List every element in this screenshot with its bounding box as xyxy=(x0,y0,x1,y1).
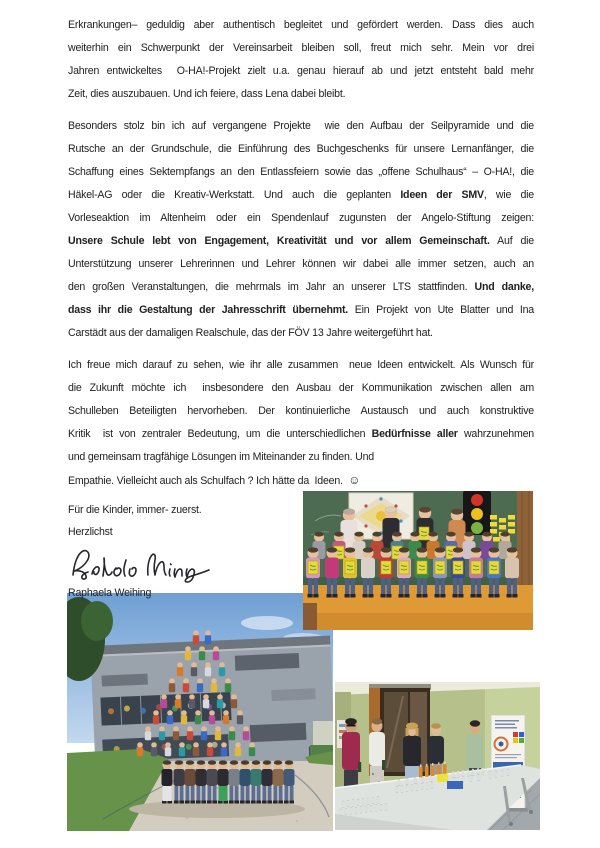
text-segment: Ein Projekt von Ute Blatter und Ina xyxy=(348,304,534,316)
text-segment: , wie die xyxy=(483,189,534,201)
text-segment: dass ihr die Gestaltung der Jahresschrift übernehmt. xyxy=(68,304,349,316)
text-segment: Schulleben Beteiligten hervorheben. Der kontinuierliche Austausch und auch konstruktive xyxy=(68,405,534,417)
letter-text xyxy=(68,14,534,603)
text-segment: Zeit, dies auszubauen. Und ich feiere, dass Lena dabei bleibt. xyxy=(68,88,346,100)
text-line xyxy=(68,253,534,276)
text-segment: Besonders stolz bin ich auf vergangene Projekte wie den Aufbau der Seilpyramide und die xyxy=(68,120,534,132)
text-segment: Ideen der SMV xyxy=(400,189,484,201)
text-segment: Unsere Schule lebt von Engagement, Kreativität und vor allem Gemeinschaft. xyxy=(68,235,490,247)
text-segment: Erkrankungen– geduldig aber authentisch begleitet und gefördert werden. Dass dies auch xyxy=(68,19,534,31)
text-segment: wahrzunehmen xyxy=(457,428,534,440)
paragraph xyxy=(68,14,534,106)
text-segment: Bedürfnisse aller xyxy=(371,428,458,440)
text-segment: und gemeinsam tragfähige Lösungen im Miteinander zu finden. Und xyxy=(68,451,374,463)
paragraph xyxy=(68,354,534,493)
closing-line: Für die Kinder, immer- zuerst. xyxy=(68,504,202,516)
closing-line: Herzlichst xyxy=(68,526,113,538)
text-segment: weiterhin ein Schwerpunkt der Vereinsarbeit bleiben soll, freut mich sehr. Mein vor drei xyxy=(68,42,534,54)
closing-block xyxy=(68,499,308,603)
text-segment: Schaffung eines Sektempfangs an den Entlassfeiern sowie das „offene Schulhaus“ – O-HA!, die xyxy=(68,166,534,178)
text-line xyxy=(68,299,534,322)
text-line xyxy=(68,423,534,446)
text-segment: Vorleseaktion im Altenheim oder ein Spendenlauf zugunsten der Angelo-Stiftung zeigen: xyxy=(68,212,534,224)
text-segment: den großen Veranstaltungen, die mehrmals im Jahr an unserer LTS stattfinden. xyxy=(68,281,475,293)
text-line xyxy=(68,322,534,345)
text-line xyxy=(68,184,534,207)
text-segment: Und danke, xyxy=(474,281,534,293)
text-segment: Kritik ist von zentraler Bedeutung, um die unterschiedlichen xyxy=(68,428,372,440)
text-line xyxy=(68,37,534,60)
text-line xyxy=(68,400,534,423)
text-segment: Häkel-AG oder die Kreativ-Werkstatt. Und auch die geplanten xyxy=(68,189,401,201)
text-segment: Jahren entwickeltes O-HA!-Projekt zielt u.a. genau hierauf ab und jetzt entsteht bald mehr xyxy=(68,65,534,77)
text-line xyxy=(68,469,534,493)
text-line xyxy=(68,14,534,37)
text-segment: die Zukunft möchte ich insbesondere den Ausbau der Kommunikation zwischen allen am xyxy=(68,382,534,394)
signature-name: Raphaela Weihing xyxy=(68,587,152,599)
text-line xyxy=(68,276,534,299)
text-line xyxy=(68,138,534,161)
smiley-icon: ☺ xyxy=(348,473,361,487)
letter-paragraphs xyxy=(68,14,534,493)
text-segment: Unterstützung unserer Lehrerinnen und Lehrer können wir dabei alle immer setzen, auch an xyxy=(68,258,534,270)
text-line xyxy=(68,60,534,83)
text-line xyxy=(68,446,534,469)
signature-graphic xyxy=(66,545,216,583)
text-line xyxy=(68,354,534,377)
sekt-reception-photo xyxy=(335,682,540,830)
text-line xyxy=(68,115,534,138)
text-segment: Auf die xyxy=(489,235,534,247)
text-line xyxy=(68,377,534,400)
text-segment: Rutsche an der Grundschule, die Einführung des Buchgeschenks für unsere Lernanfänger, die xyxy=(68,143,534,155)
school-building-photo xyxy=(67,593,333,831)
text-segment: Empathie. Vielleicht auch als Schulfach ? Ich hätte da Ideen. xyxy=(68,475,349,487)
text-segment: Carstädt aus der damaligen Realschule, das der FÖV 13 Jahre weitergeführt hat. xyxy=(68,327,433,339)
text-line xyxy=(68,83,534,106)
paragraph xyxy=(68,115,534,345)
text-line xyxy=(68,161,534,184)
text-line xyxy=(68,230,534,253)
text-segment: Ich freue mich darauf zu sehen, wie ihr alle zusammen neue Ideen entwickelt. Als Wunsch für xyxy=(68,359,534,371)
text-line xyxy=(68,207,534,230)
